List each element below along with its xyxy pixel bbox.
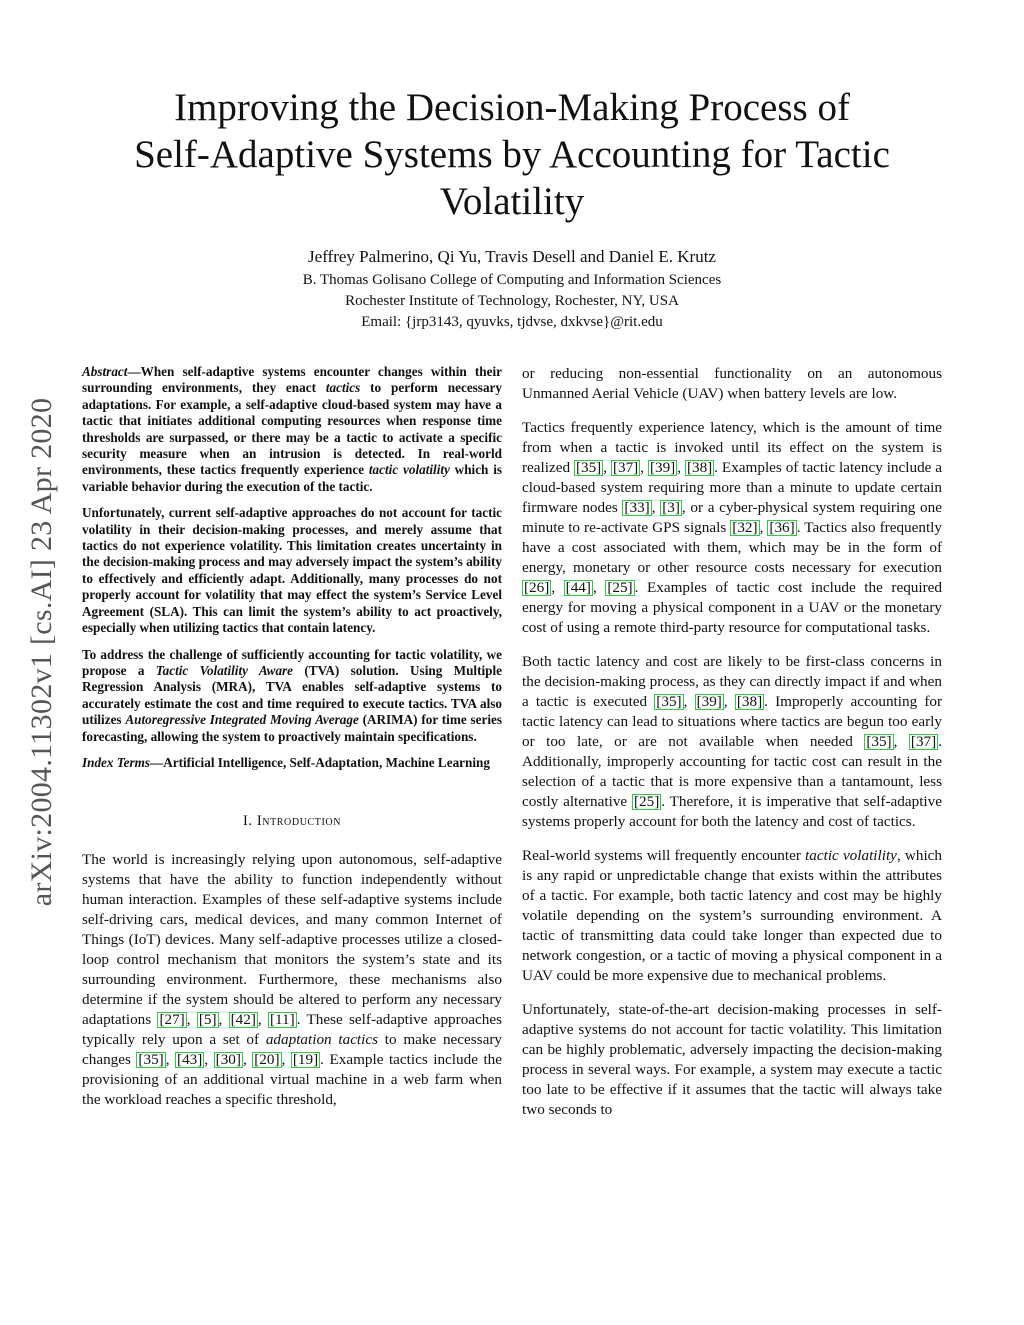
intro-paragraph-3: Tactics frequently experience latency, which is the amount of time from when a tactic is invoked until its effect on the system is realized [35] , [37] , [39] , [38] . Examples of tactic latency include a cloud-based system requiring more than a minute to update certain firmware nodes [33] , [3] , or a cyber-physical system requiring one minute to re-activate GPS signals [32] , [36] . Tactics also frequently have a cost associated with them, which may be in the form of energy, monetary or other resource costs necessary for execution [26] , [44] , [25] . Examples of tactic cost include the required energy for moving a physical component in a UAV or the monetary cost of using a remote third-party resource for computational tasks. bbox=[522, 419, 943, 636]
citation-link[interactable]: [3] bbox=[662, 499, 680, 516]
affiliation: B. Thomas Golisano College of Computing and Information Sciences bbox=[302, 272, 722, 288]
affiliation-block bbox=[100, 270, 924, 333]
arxiv-id: arXiv:2004.11302v1 [cs.AI] 23 Apr 2020 bbox=[25, 397, 58, 907]
index-terms: Index Terms—Artificial Intelligence, Self-Adaptation, Machine Learning bbox=[82, 754, 490, 770]
left-column bbox=[82, 364, 502, 1124]
citation-link[interactable]: [35] bbox=[138, 1051, 164, 1069]
citation-link[interactable]: [42] bbox=[230, 1011, 256, 1029]
citation-link[interactable]: [35] bbox=[866, 733, 892, 750]
citation-link[interactable]: [38] bbox=[686, 459, 713, 476]
citation-link[interactable]: [32] bbox=[732, 519, 758, 536]
citation-link[interactable]: [30] bbox=[215, 1051, 241, 1069]
citation-link[interactable]: [5] bbox=[198, 1011, 217, 1029]
authors: Jeffrey Palmerino, Qi Yu, Travis Desell and Daniel E. Krutz bbox=[308, 247, 716, 266]
citation-link[interactable]: [39] bbox=[649, 459, 676, 476]
right-column bbox=[522, 364, 942, 1134]
citation-link[interactable]: [11] bbox=[269, 1011, 295, 1029]
abstract-paragraph-2: Unfortunately, current self-adaptive approaches do not account for tactic volatility in their decision-making processes, and merely assume that tactics do not experience volatility. This limitation creates uncertainty in the decision-making process and may adversely impact the system’s ability to effectively and efficiently adapt. Additionally, many processes do not properly account for volatility that may effect the system’s Service Level Agreement (SLA). This can limit the system’s ability to act proactively, especially when utilizing tactics that contain latency. bbox=[82, 505, 502, 636]
intro-paragraph-1: The world is increasingly relying upon autonomous, self-adaptive systems that have the ability to function independently without human interaction. Examples of these self-adaptive systems include self-driving cars, medical devices, and many common Internet of Things (IoT) devices. Many self-adaptive processes utilize a closed-loop control mechanism that monitors the system’s state and its surrounding environment. Furthermore, these mechanisms also determine if the system should be altered to perform any necessary adaptations [27] , [5] , [42] , [11] . These self-adaptive approaches typically rely upon a set of adaptation tactics to make necessary changes [35] , [43] , [30] , [20] , [19] . Example tactics include the provisioning of an additional virtual machine in a web farm when the workload reaches a specific threshold, bbox=[82, 851, 503, 1109]
title-line-3: Volatility bbox=[439, 180, 585, 223]
citation-link[interactable]: [43] bbox=[177, 1051, 203, 1069]
citation-link[interactable]: [25] bbox=[607, 579, 633, 596]
citation-link[interactable]: [35] bbox=[575, 459, 602, 476]
citation-link[interactable]: [33] bbox=[624, 499, 650, 516]
arxiv-sidebar bbox=[24, 362, 60, 942]
citation-link[interactable]: [38] bbox=[736, 693, 763, 710]
title-line-1: Improving the Decision-Making Process of bbox=[174, 86, 850, 129]
citation-link[interactable]: [35] bbox=[656, 693, 682, 710]
citation-link[interactable]: [37] bbox=[910, 733, 937, 750]
citation-link[interactable]: [39] bbox=[696, 693, 722, 710]
abstract-label: Abstract bbox=[82, 364, 128, 379]
intro-paragraph-2: or reducing non-essential functionality on an autonomous Unmanned Aerial Vehicle (UAV) when battery levels are low. bbox=[522, 365, 942, 402]
section-heading: I. Introduction bbox=[242, 813, 342, 830]
citation-link[interactable]: [20] bbox=[254, 1051, 280, 1069]
citation-link[interactable]: [19] bbox=[292, 1051, 319, 1069]
intro-paragraph-5: Real-world systems will frequently encounter tactic volatility, which is any rapid or unpredictable change that exists within the attributes of a tactic. For example, both tactic latency and cost may be highly volatile depending on the system’s surrounding environment. A tactic of transmitting data could take longer than expected due to network congestion, or a tactic of moving a physical component in a UAV could be more expensive due to mechanical problems. bbox=[522, 847, 942, 984]
paper-title bbox=[100, 84, 924, 225]
citation-link[interactable]: [25] bbox=[633, 793, 660, 810]
abstract-paragraph-1: Abstract—When self-adaptive systems encounter changes within their surrounding environments, they enact tactics to perform necessary adaptations. For example, a self-adaptive cloud-based system may have a tactic that initiates additional computing resources when response time thresholds are surpassed, or there may be a tactic to activate a specific security measure when an intrusion is detected. In real-world environments, these tactics frequently experience tactic volatility which is variable behavior during the execution of the tactic. bbox=[82, 364, 502, 494]
citation-link[interactable]: [44] bbox=[565, 579, 591, 596]
index-terms-label: Index Terms bbox=[82, 754, 151, 770]
intro-paragraph-6: Unfortunately, state-of-the-art decision-making processes in self-adaptive systems do not account for tactic volatility. This limitation can be highly problematic, adversely impacting the decision-making process in several ways. For example, a system may execute a tactic too late to be effective if it assumes that the tactic will always take two seconds to bbox=[522, 1001, 942, 1118]
abstract-paragraph-3: To address the challenge of sufficiently accounting for tactic volatility, we propose a Tactic Volatility Aware (TVA) solution. Using Multiple Regression Analysis (MRA), TVA enables self-adaptive systems to accurately estimate the cost and time required to execute tactics. TVA also utilizes Autoregressive Integrated Moving Average (ARIMA) for time series forecasting, allowing the system to proactively maintain specifications. bbox=[82, 646, 502, 744]
citation-link[interactable]: [36] bbox=[769, 519, 795, 536]
title-line-2: Self-Adaptive Systems by Accounting for Tactic bbox=[134, 133, 890, 176]
institution: Rochester Institute of Technology, Rochester, NY, USA bbox=[345, 293, 679, 309]
intro-paragraph-4: Both tactic latency and cost are likely to be first-class concerns in the decision-making process, as they can directly impact if and when a tactic is executed [35] , [39] , [38] . Improperly accounting for tactic latency can lead to situations where tactics are begun too early or too late, or are not available when needed [35] , [37] . Additionally, improperly accounting for tactic cost can result in the selection of a tactic that is more expensive than a tantamount, less costly alternative [25] . Therefore, it is imperative that self-adaptive systems properly account for both the latency and cost of tactics. bbox=[522, 653, 943, 830]
citation-link[interactable]: [27] bbox=[159, 1011, 185, 1029]
citation-link[interactable]: [37] bbox=[612, 459, 639, 476]
email: Email: {jrp3143, qyuvks, tjdvse, dxkvse}@rit.edu bbox=[361, 314, 663, 330]
citation-link[interactable]: [26] bbox=[524, 579, 550, 596]
